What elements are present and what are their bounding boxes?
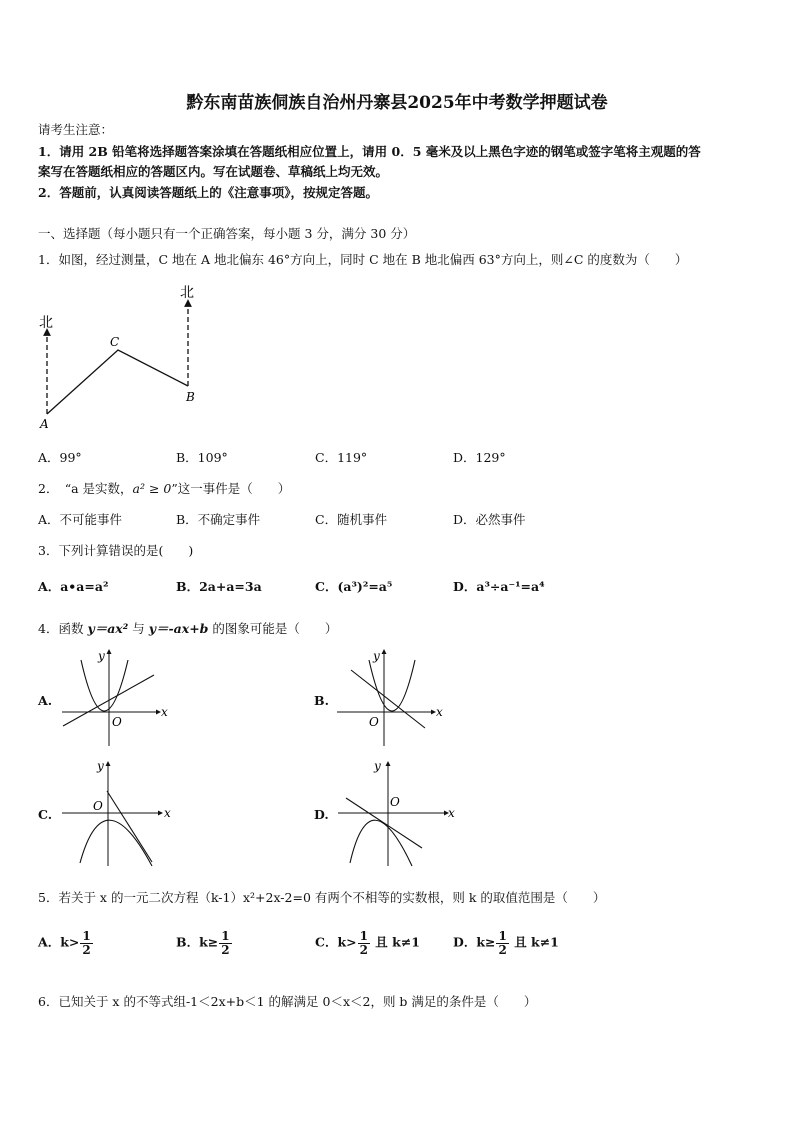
north-label-b: 北 bbox=[180, 285, 194, 301]
notice-line-1b: 案写在答题纸相应的答题区内。写在试题卷、草稿纸上均无效。 bbox=[38, 164, 389, 179]
question-5-stem: 5．若关于 x 的一元二次方程（k-1）x²+2x-2=0 有两个不相等的实数根，则 k 的取值范围是（ ） bbox=[38, 890, 606, 905]
page-title: 黔东南苗族侗族自治州丹寨县2025年中考数学押题试卷 bbox=[186, 93, 608, 113]
q4-d-axis-y: y bbox=[374, 759, 381, 773]
q5-d-fraction bbox=[496, 930, 508, 956]
q5-option-b[interactable] bbox=[176, 930, 233, 956]
q4-stem-post: 的图象可能是（ ） bbox=[208, 621, 338, 636]
q4-stem-pre: 4．函数 bbox=[38, 621, 88, 636]
q4-option-c-label[interactable]: C. bbox=[38, 807, 53, 822]
question-6-stem: 6．已知关于 x 的不等式组-1＜2x+b＜1 的解满足 0＜x＜2，则 b 满足的条件是（ ） bbox=[38, 994, 537, 1009]
q3-option-c[interactable]: C．(a³)²=a⁵ bbox=[315, 579, 393, 594]
q2-stem-post: ”这一事件是（ ） bbox=[171, 481, 291, 496]
q2-option-a[interactable]: A．不可能事件 bbox=[38, 512, 123, 527]
q5-b-den: 2 bbox=[221, 942, 230, 957]
question-2-stem bbox=[38, 479, 290, 497]
q5-b-num: 1 bbox=[221, 929, 230, 943]
question-4-stem bbox=[38, 619, 337, 637]
q1-option-d[interactable]: D．129° bbox=[453, 450, 506, 465]
q4-function-2: y＝-ax+b bbox=[148, 621, 209, 636]
q4-a-axis-x: x bbox=[161, 705, 168, 719]
q4-c-axis-x: x bbox=[164, 806, 171, 820]
q2-option-b[interactable]: B．不确定事件 bbox=[176, 512, 261, 527]
q5-c-fraction bbox=[358, 930, 370, 956]
q4-option-d-label[interactable]: D. bbox=[314, 807, 329, 822]
question-1-figure bbox=[30, 280, 220, 435]
q4-d-origin: O bbox=[390, 795, 400, 809]
q5-a-den: 2 bbox=[82, 942, 91, 957]
q4-b-axis-y: y bbox=[373, 649, 380, 663]
q3-option-d[interactable]: D．a³÷a⁻¹=a⁴ bbox=[453, 579, 545, 594]
q5-b-fraction bbox=[219, 930, 231, 956]
q4-b-origin: O bbox=[369, 715, 379, 729]
q5-d-pre: D．k≥ bbox=[453, 934, 496, 950]
q5-d-post: 且 k≠1 bbox=[509, 934, 559, 950]
q5-c-pre: C．k> bbox=[315, 934, 357, 950]
north-label-a: 北 bbox=[39, 315, 53, 331]
q5-d-num: 1 bbox=[498, 929, 507, 943]
q2-option-d[interactable]: D．必然事件 bbox=[453, 512, 526, 527]
point-label-c: C bbox=[110, 335, 120, 349]
q3-option-b[interactable]: B．2a+a=3a bbox=[176, 579, 262, 594]
q1-option-b[interactable]: B．109° bbox=[176, 450, 228, 465]
notice-line-1: 1．请用 2B 铅笔将选择题答案涂填在答题纸相应位置上，请用 0．5 毫米及以上黑色字迹的钢笔或签字笔将主观题的答 bbox=[38, 144, 701, 159]
q2-option-c[interactable]: C．随机事件 bbox=[315, 512, 388, 527]
q2-stem-math: a² ≥ 0 bbox=[132, 481, 172, 496]
q4-a-origin: O bbox=[112, 715, 122, 729]
q5-a-pre: A．k> bbox=[38, 934, 80, 950]
q4-a-axis-y: y bbox=[98, 649, 105, 663]
q5-option-a[interactable] bbox=[38, 930, 94, 956]
question-3-stem: 3．下列计算错误的是( ) bbox=[38, 543, 194, 558]
point-label-b: B bbox=[186, 390, 195, 404]
q4-c-axis-y: y bbox=[97, 759, 104, 773]
q4-function-1: y＝ax² bbox=[87, 621, 129, 636]
notice-line-2: 2．答题前，认真阅读答题纸上的《注意事项》，按规定答题。 bbox=[38, 185, 378, 200]
q5-c-num: 1 bbox=[359, 929, 368, 943]
q5-d-den: 2 bbox=[498, 942, 507, 957]
q5-c-den: 2 bbox=[359, 942, 368, 957]
q5-b-pre: B．k≥ bbox=[176, 934, 219, 950]
q1-option-a[interactable]: A．99° bbox=[38, 450, 82, 465]
q4-graph-c[interactable] bbox=[60, 758, 175, 868]
q3-option-a[interactable]: A．a•a=a² bbox=[38, 579, 109, 594]
q4-option-a-label[interactable]: A. bbox=[38, 693, 53, 708]
point-label-a: A bbox=[40, 417, 49, 431]
q5-option-c[interactable] bbox=[315, 930, 420, 956]
q5-a-fraction bbox=[80, 930, 92, 956]
q4-b-axis-x: x bbox=[436, 705, 443, 719]
q4-graph-a[interactable] bbox=[60, 646, 175, 748]
notice-heading: 请考生注意： bbox=[38, 122, 114, 137]
question-1-stem: 1．如图，经过测量，C 地在 A 地北偏东 46°方向上，同时 C 地在 B 地北偏西 63°方向上，则∠C 的度数为（ ） bbox=[38, 252, 688, 267]
q4-c-origin: O bbox=[93, 799, 103, 813]
q5-c-post: 且 k≠1 bbox=[370, 934, 420, 950]
q4-graph-d[interactable] bbox=[336, 758, 456, 868]
q4-stem-mid: 与 bbox=[128, 621, 149, 636]
q4-graph-b[interactable] bbox=[335, 646, 450, 748]
q5-option-d[interactable] bbox=[453, 930, 559, 956]
q2-stem-pre: 2． “a 是实数， bbox=[38, 481, 133, 496]
q4-option-b-label[interactable]: B. bbox=[314, 693, 329, 708]
section-heading: 一、选择题（每小题只有一个正确答案，每小题 3 分，满分 30 分） bbox=[38, 226, 416, 241]
q1-option-c[interactable]: C．119° bbox=[315, 450, 368, 465]
path-a-c-b bbox=[47, 350, 188, 414]
q4-d-axis-x: x bbox=[448, 806, 455, 820]
q5-a-num: 1 bbox=[82, 929, 91, 943]
